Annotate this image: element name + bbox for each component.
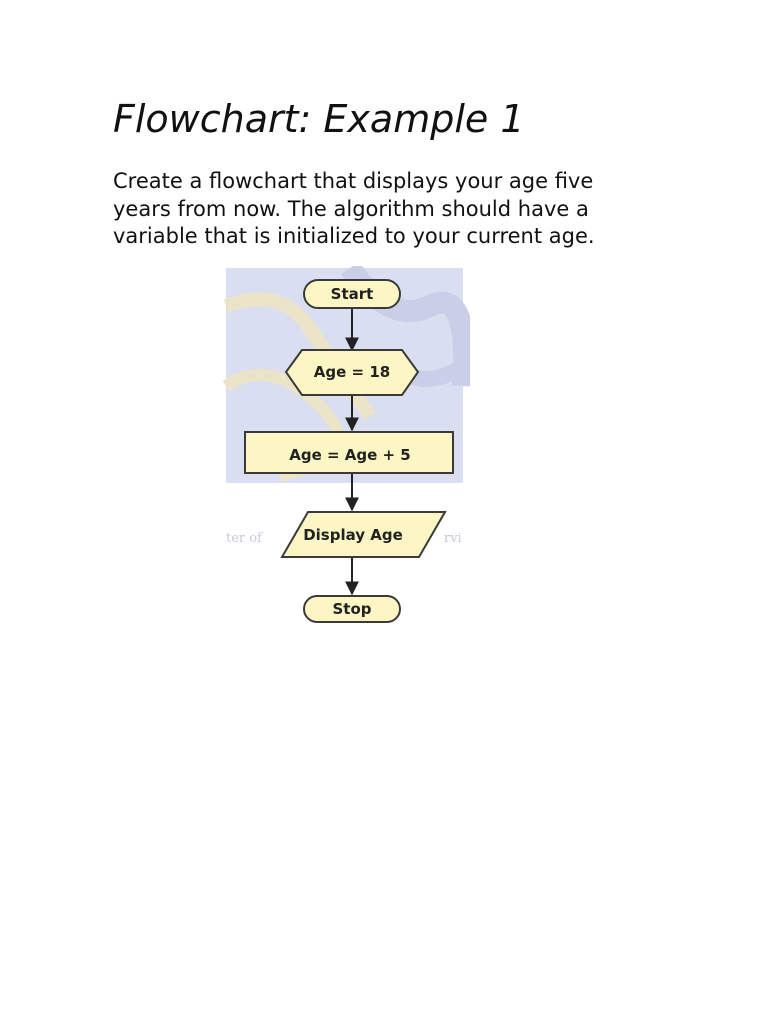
initialize-age-node <box>286 350 418 395</box>
description-line: years from now. The algorithm should have a <box>113 196 589 221</box>
start-node <box>304 280 400 308</box>
initialize-age-label: Age = 18 <box>313 363 391 381</box>
task-description <box>113 168 673 251</box>
stop-label: Stop <box>332 600 372 618</box>
watermark-background <box>226 268 464 546</box>
process-node <box>245 432 453 473</box>
flowchart-diagram <box>220 266 470 628</box>
watermark-text-left: ter of <box>226 531 262 546</box>
watermark-text-right: rvi <box>444 531 462 546</box>
page-title: Flowchart: Example 1 <box>113 97 525 141</box>
description-line: Create a flowchart that displays your age five <box>113 169 594 193</box>
description-line: variable that is initialized to your current age. <box>113 224 595 248</box>
start-label: Start <box>330 285 374 303</box>
stop-node <box>304 596 400 622</box>
display-age-node <box>282 512 445 557</box>
display-age-label: Display Age <box>303 526 403 544</box>
process-label: Age = Age + 5 <box>289 446 411 464</box>
